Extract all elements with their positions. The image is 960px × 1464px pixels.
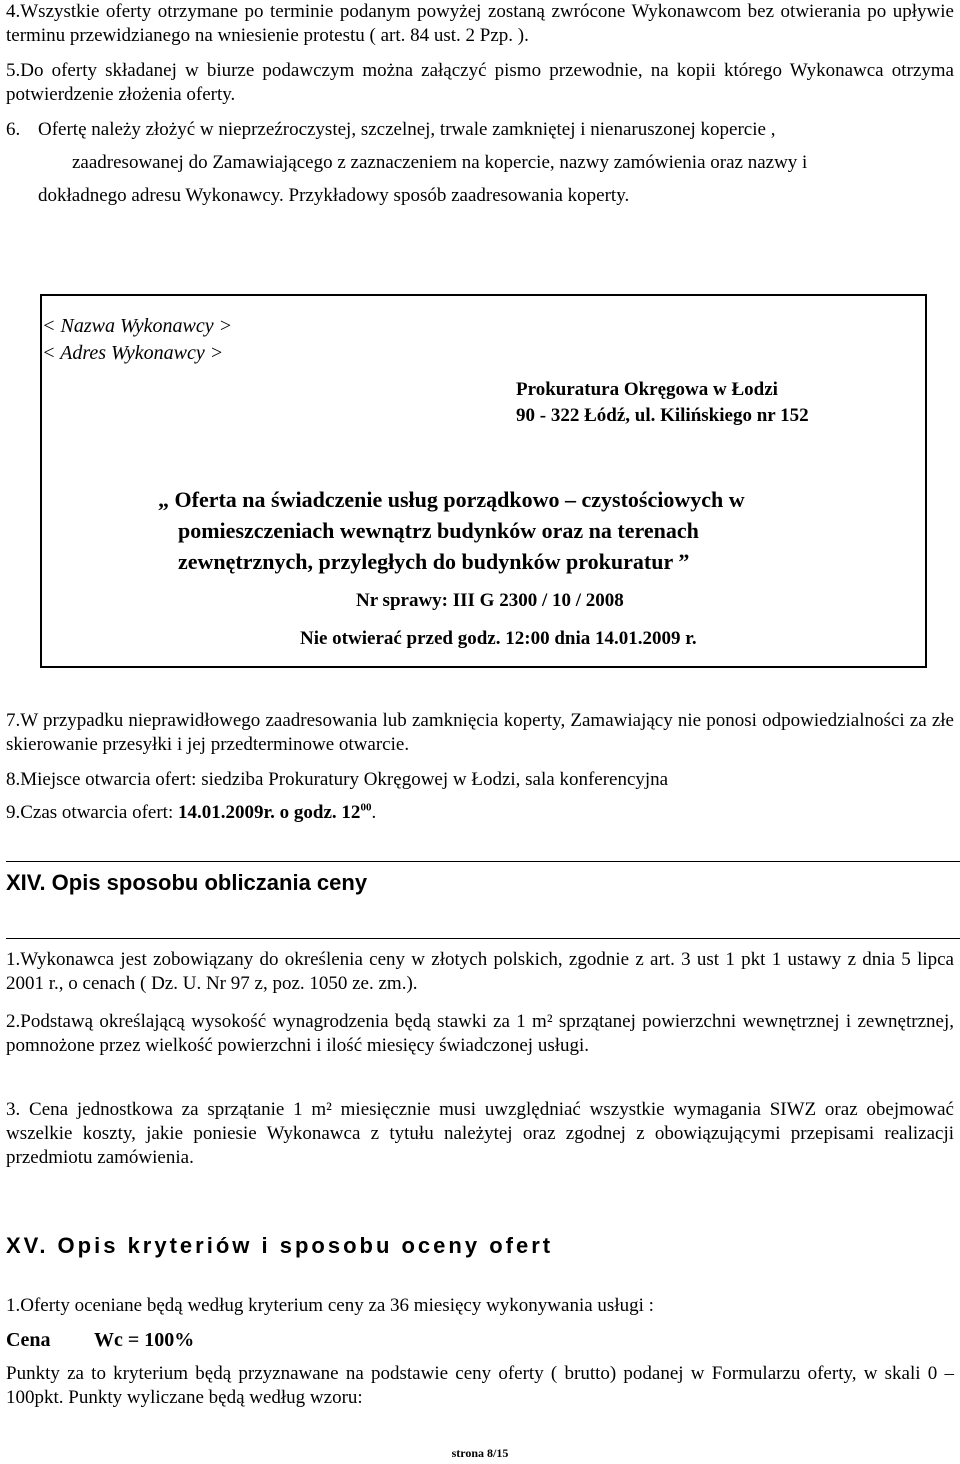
section-14-paragraph-3: 3. Cena jednostkowa za sprzątanie 1 m² miesięcznie musi uwzględniać wszystkie wymagania SIWZ oraz obejmować wszelkie koszty, jakie poniesie Wykonawca z tytułu należytej oraz zgodnej z obowiązującymi przepisami realizacji przedmiotu zamówienia. bbox=[6, 1099, 954, 1168]
envelope-case-number: Nr sprawy: III G 2300 / 10 / 2008 bbox=[356, 590, 624, 611]
envelope-offer-title-line-2: pomieszczeniach wewnątrz budynków oraz na terenach bbox=[178, 518, 699, 543]
paragraph-item-4: 4.Wszystkie oferty otrzymane po terminie podanym powyżej zostaną zwrócone Wykonawcom bez otwierania po upływie terminu przewidzianego na wniesienie protestu ( art. 84 ust. 2 Pzp. ). bbox=[6, 1, 954, 46]
item-9-period: . bbox=[371, 802, 377, 823]
envelope-sender-name: < Nazwa Wykonawcy > bbox=[42, 315, 233, 337]
envelope-offer-title bbox=[158, 484, 898, 577]
item-9-minutes: 00 bbox=[360, 801, 372, 814]
envelope-sender-address: < Adres Wykonawcy > bbox=[42, 342, 224, 364]
paragraph-item-7: 7.W przypadku nieprawidłowego zaadresowania lub zamknięcia koperty, Zamawiający nie ponosi odpowiedzialności za złe skierowanie przesyłki i jej przedterminowe otwarcie. bbox=[6, 710, 954, 755]
envelope-do-not-open: Nie otwierać przed godz. 12:00 dnia 14.01.2009 r. bbox=[300, 628, 697, 649]
criterion-weight: Wc = 100% bbox=[94, 1329, 195, 1351]
envelope-recipient-name: Prokuratura Okręgowa w Łodzi bbox=[516, 379, 778, 400]
item-9-label: 9.Czas otwarcia ofert: bbox=[6, 802, 178, 823]
envelope-offer-title-line-3: zewnętrznych, przyległych do budynków prokuratur ” bbox=[178, 549, 690, 574]
paragraph-item-5: 5.Do oferty składanej w biurze podawczym można załączyć pismo przewodnie, na kopii którego Wykonawca otrzyma potwierdzenie złożenia oferty. bbox=[6, 60, 954, 105]
section-14-bottom-rule bbox=[6, 938, 960, 939]
section-15-heading: XV. Opis kryteriów i sposobu oceny ofert bbox=[6, 1233, 554, 1258]
paragraph-item-6-number: 6. bbox=[6, 119, 21, 140]
section-14-heading: XIV. Opis sposobu obliczania ceny bbox=[6, 870, 368, 895]
page-number: strona 8/15 bbox=[451, 1446, 509, 1460]
envelope-offer-title-line-1: „ Oferta na świadczenie usług porządkowo – czystościowych w bbox=[158, 487, 745, 512]
paragraph-item-6-line-2: zaadresowanej do Zamawiającego z zaznaczeniem na kopercie, nazwy zamówienia oraz nazwy i bbox=[72, 152, 808, 173]
paragraph-item-6-line-1: Ofertę należy złożyć w nieprzeźroczystej, szczelnej, trwale zamkniętej i nienaruszonej kopercie , bbox=[38, 119, 776, 140]
paragraph-item-9 bbox=[6, 801, 954, 825]
criterion-name: Cena bbox=[6, 1329, 51, 1351]
section-14-top-rule bbox=[6, 861, 960, 862]
item-9-date-time: 14.01.2009r. o godz. 12 bbox=[177, 802, 361, 823]
section-14-paragraph-2: 2.Podstawą określającą wysokość wynagrodzenia będą stawki za 1 m² sprzątanej powierzchni wewnętrznej i zewnętrznej, pomnożone przez wielkość powierzchni i ilość miesięcy świadczonej usługi. bbox=[6, 1011, 954, 1056]
envelope-recipient-address: 90 - 322 Łódź, ul. Kilińskiego nr 152 bbox=[516, 405, 809, 426]
paragraph-item-8: 8.Miejsce otwarcia ofert: siedziba Prokuratury Okręgowej w Łodzi, sala konferencyjna bbox=[6, 769, 669, 790]
section-15-paragraph-2: Punkty za to kryterium będą przyznawane na podstawie ceny oferty ( brutto) podanej w Formularzu oferty, w skali 0 –100pkt. Punkty wyliczane będą według wzoru: bbox=[6, 1363, 954, 1408]
paragraph-item-6-line-3: dokładnego adresu Wykonawcy. Przykładowy sposób zaadresowania koperty. bbox=[38, 185, 630, 206]
section-15-paragraph-1: 1.Oferty oceniane będą według kryterium ceny za 36 miesięcy wykonywania usługi : bbox=[6, 1295, 654, 1316]
envelope-example bbox=[40, 294, 927, 668]
section-14-paragraph-1: 1.Wykonawca jest zobowiązany do określenia ceny w złotych polskich, zgodnie z art. 3 ust 1 pkt 1 ustawy z dnia 5 lipca 2001 r., o cenach ( Dz. U. Nr 97 z, poz. 1050 ze. zm.). bbox=[6, 949, 954, 994]
